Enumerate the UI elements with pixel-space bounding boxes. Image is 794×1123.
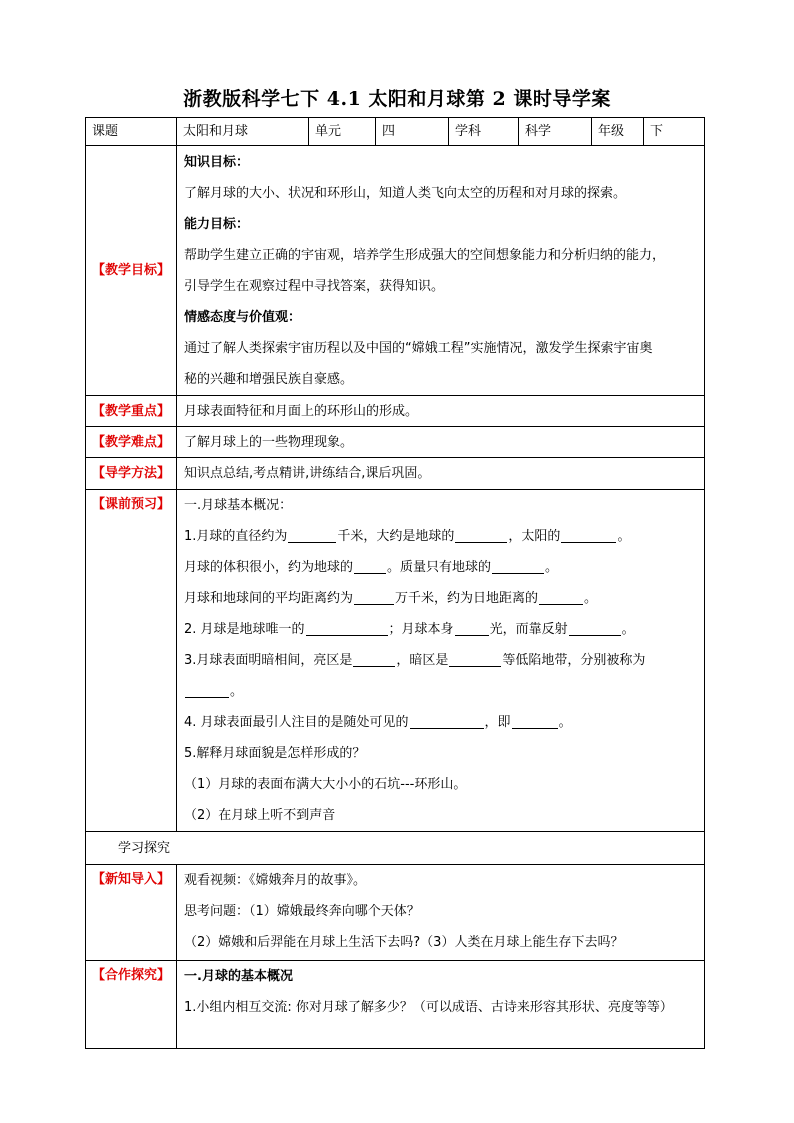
ability-text-1: 帮助学生建立正确的宇宙观，培养学生形成强大的空间想象能力和分析归纳的能力， [184,247,666,263]
intro-content [177,865,705,961]
answer-blank[interactable] [539,590,583,605]
preview-q7: 5.解释月球面貌是怎样形成的？ [184,746,366,761]
key-label: 【教学重点】 [86,396,177,427]
coop-line-1: 1.小组内相互交流: 你对月球了解多少？（可以成语、古诗来形容其形状、亮度等等） [184,1000,673,1015]
coop-heading: 一.月球的基本概况 [184,969,293,984]
header-topic-label: 课题 [86,118,177,146]
ability-heading: 能力目标： [184,216,250,232]
preview-q3: 月球和地球间的平均距离约为 万千米，约为日地距离的 。 [184,591,598,606]
preview-q1: 1.月球的直径约为 千米，大约是地球的 ，太阳的 。 [184,529,631,544]
answer-blank[interactable] [492,559,544,574]
preview-row [86,490,705,832]
answer-blank[interactable] [353,652,395,667]
preview-q6: 4. 月球表面最引人注目的是随处可见的 ，即 。 [184,715,572,730]
header-topic-value: 太阳和月球 [177,118,309,146]
answer-blank[interactable] [449,652,501,667]
goals-label: 【教学目标】 [86,146,177,396]
preview-label: 【课前预习】 [86,490,177,832]
goals-row [86,146,705,396]
difficult-text: 了解月球上的一些物理现象。 [177,427,705,458]
intro-line-1: 观看视频：《嫦娥奔月的故事》。 [184,873,367,888]
answer-blank[interactable] [306,621,388,636]
emotion-text-1: 通过了解人类探索宇宙历程以及中国的“嫦娥工程”实施情况，激发学生探索宇宙奥 [184,340,653,356]
header-unit-value: 四 [376,118,449,146]
key-text: 月球表面特征和月面上的环形山的形成。 [177,396,705,427]
answer-blank[interactable] [185,683,229,698]
header-subject-label: 学科 [449,118,519,146]
preview-q7-1: （1）月球的表面布满大大小小的石坑---环形山。 [184,777,467,792]
coop-row [86,961,705,1049]
intro-row [86,865,705,961]
answer-blank[interactable] [569,621,621,636]
knowledge-heading: 知识目标： [184,154,250,170]
preview-q5-cont: 。 [184,676,698,707]
answer-blank[interactable] [354,590,394,605]
answer-blank[interactable] [288,528,336,543]
goals-content [177,146,705,396]
difficult-row [86,427,705,458]
answer-blank[interactable] [561,528,616,543]
coop-content [177,961,705,1049]
coop-label: 【合作探究】 [86,961,177,1049]
answer-blank[interactable] [354,559,386,574]
method-label: 【导学方法】 [86,458,177,490]
lesson-plan-table [85,117,705,1049]
header-grade-label: 年级 [592,118,644,146]
explore-label: 学习探究 [86,832,705,865]
answer-blank[interactable] [410,714,484,729]
key-row [86,396,705,427]
header-subject-value: 科学 [519,118,592,146]
explore-row [86,832,705,865]
knowledge-text: 了解月球的大小、状况和环形山，知道人类飞向太空的历程和对月球的探索。 [184,185,627,201]
page-title: 浙教版科学七下 4.1 太阳和月球第 2 课时导学案 [183,88,611,110]
answer-blank[interactable] [455,621,489,636]
method-text: 知识点总结,考点精讲,讲练结合,课后巩固。 [177,458,705,490]
preview-q4: 2. 月球是地球唯一的 ；月球本身 光，而靠反射 。 [184,622,635,637]
preview-q2: 月球的体积很小，约为地球的 。质量只有地球的 。 [184,560,559,575]
answer-blank[interactable] [512,714,558,729]
preview-q5: 3.月球表面明暗相间，亮区是 ，暗区是 等低陷地带，分别被称为 [184,653,646,668]
intro-line-3: （2）嫦娥和后羿能在月球上生活下去吗?（3）人类在月球上能生存下去吗？ [184,935,624,950]
method-row [86,458,705,490]
emotion-text-2: 秘的兴趣和增强民族自豪感。 [184,371,354,387]
intro-label: 【新知导入】 [86,865,177,961]
intro-line-2: 思考问题：（1）嫦娥最终奔向哪个天体？ [184,904,420,919]
preview-content [177,490,705,832]
preview-q7-2: （2）在月球上听不到声音 [184,808,336,823]
header-unit-label: 单元 [309,118,376,146]
emotion-heading: 情感态度与价值观： [184,309,302,325]
ability-text-2: 引导学生在观察过程中寻找答案，获得知识。 [184,278,445,294]
answer-blank[interactable] [455,528,507,543]
difficult-label: 【教学难点】 [86,427,177,458]
header-grade-value: 下 [644,118,705,146]
header-row [86,118,705,146]
preview-heading: 一.月球基本概况： [184,498,293,513]
